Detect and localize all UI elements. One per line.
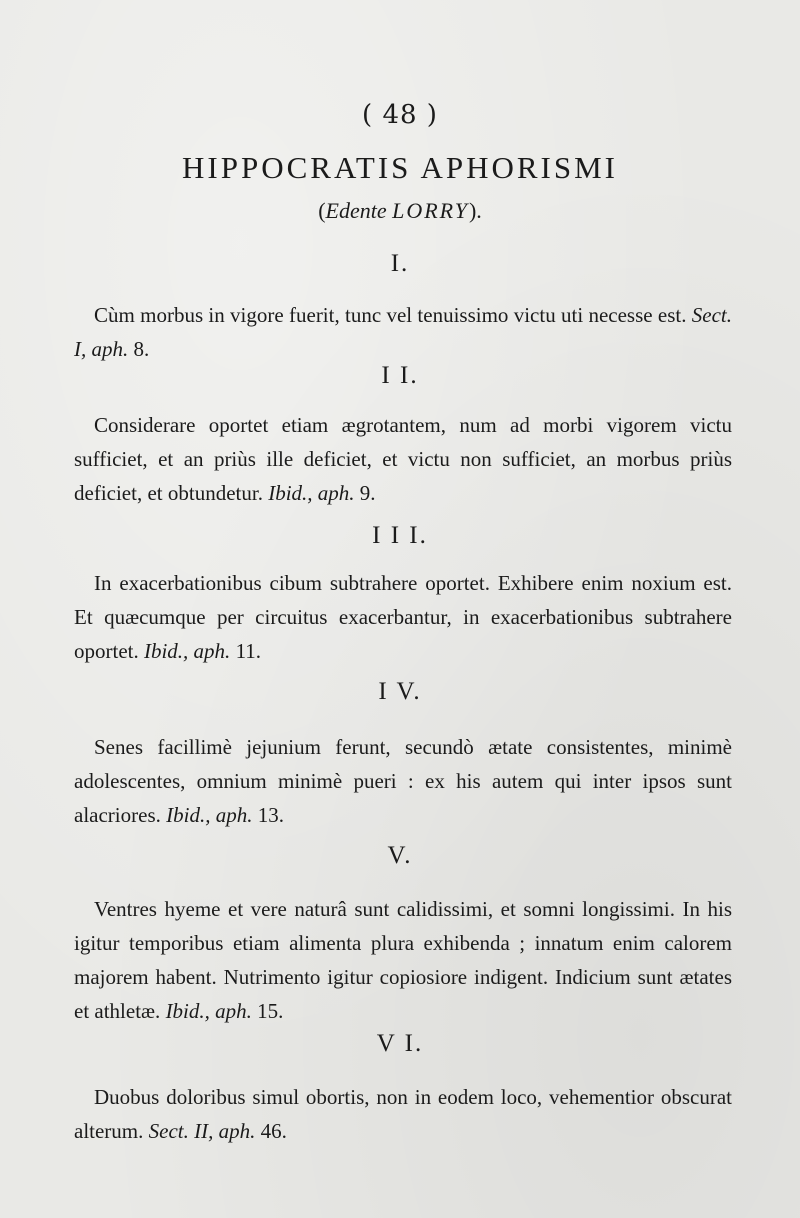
aphorism-text [74,730,732,832]
aphorism-reference-number: 15. [257,999,284,1023]
aphorism-reference-number: 11. [235,639,262,663]
aphorism-reference-number: 8. [133,337,150,361]
aphorism-reference-number: 13. [257,803,284,827]
page-number: ( 48 ) [362,100,438,130]
aphorism-body: Considerare oportet etiam ægrotantem, num ad morbi vigorem victu sufficiet, et an priùs ille deficiet, et victu non sufficiet, an morbus priùs deficiet, et obtundetur. [74,413,732,505]
aphorism-reference: Ibid., aph. [268,481,355,505]
aphorism-reference-number: 46. [260,1119,287,1143]
aphorism-reference: Sect. II, aph. [148,1119,256,1143]
aphorism-reference: Ibid., aph. [166,803,253,827]
aphorism-text [74,892,732,1028]
aphorism-numeral: I I. [381,362,419,389]
aphorism-reference: Ibid., aph. [143,639,231,663]
aphorism-reference-number: 9. [359,481,376,505]
aphorism-reference: Sect. I, aph. [74,303,732,361]
aphorism-body: Ventres hyeme et vere naturâ sunt calidissimi, et somni longissimi. In his igitur temporibus etiam alimenta plura exhibenda ; innatum enim calorem majorem habent. Nutrimento igitur copiosiore indigent. Indicium sunt ætates et athletæ. [74,897,732,1023]
aphorism-text [74,566,732,668]
aphorism-body: In exacerbationibus cibum subtrahere oportet. Exhibere enim noxium est. Et quæcumque per circuitus exacerbantur, in exacerbationibus subtrahere oportet. [74,571,732,663]
page-title: HIPPOCRATIS APHORISMI [182,150,618,185]
aphorism-body: Duobus doloribus simul obortis, non in eodem loco, vehementior obscurat alterum. [74,1085,732,1143]
aphorism-numeral: V. [387,842,413,869]
aphorism-text [74,408,732,510]
aphorism-reference: Ibid., aph. [165,999,252,1023]
editor-line [0,198,800,224]
aphorism-text [74,1080,732,1148]
aphorism-numeral: I. [390,250,410,277]
aphorism-body: Cùm morbus in vigore fuerit, tunc vel tenuissimo victu uti necesse est. [94,303,687,327]
aphorism-numeral: I I I. [372,522,428,549]
editor-name: LORRY [392,198,469,223]
editor-suffix: ). [468,198,482,223]
aphorism-body: Senes facillimè jejunium ferunt, secundò ætate consistentes, minimè adolescentes, omnium minimè pueri : ex his autem qui inter ipsos sunt alacriores. [74,735,732,827]
aphorism-numeral: I V. [378,678,422,705]
editor-prefix: ( [318,198,326,223]
editor-label: Edente [325,198,387,223]
aphorism-text [74,298,732,366]
aphorism-numeral: V I. [376,1030,424,1057]
